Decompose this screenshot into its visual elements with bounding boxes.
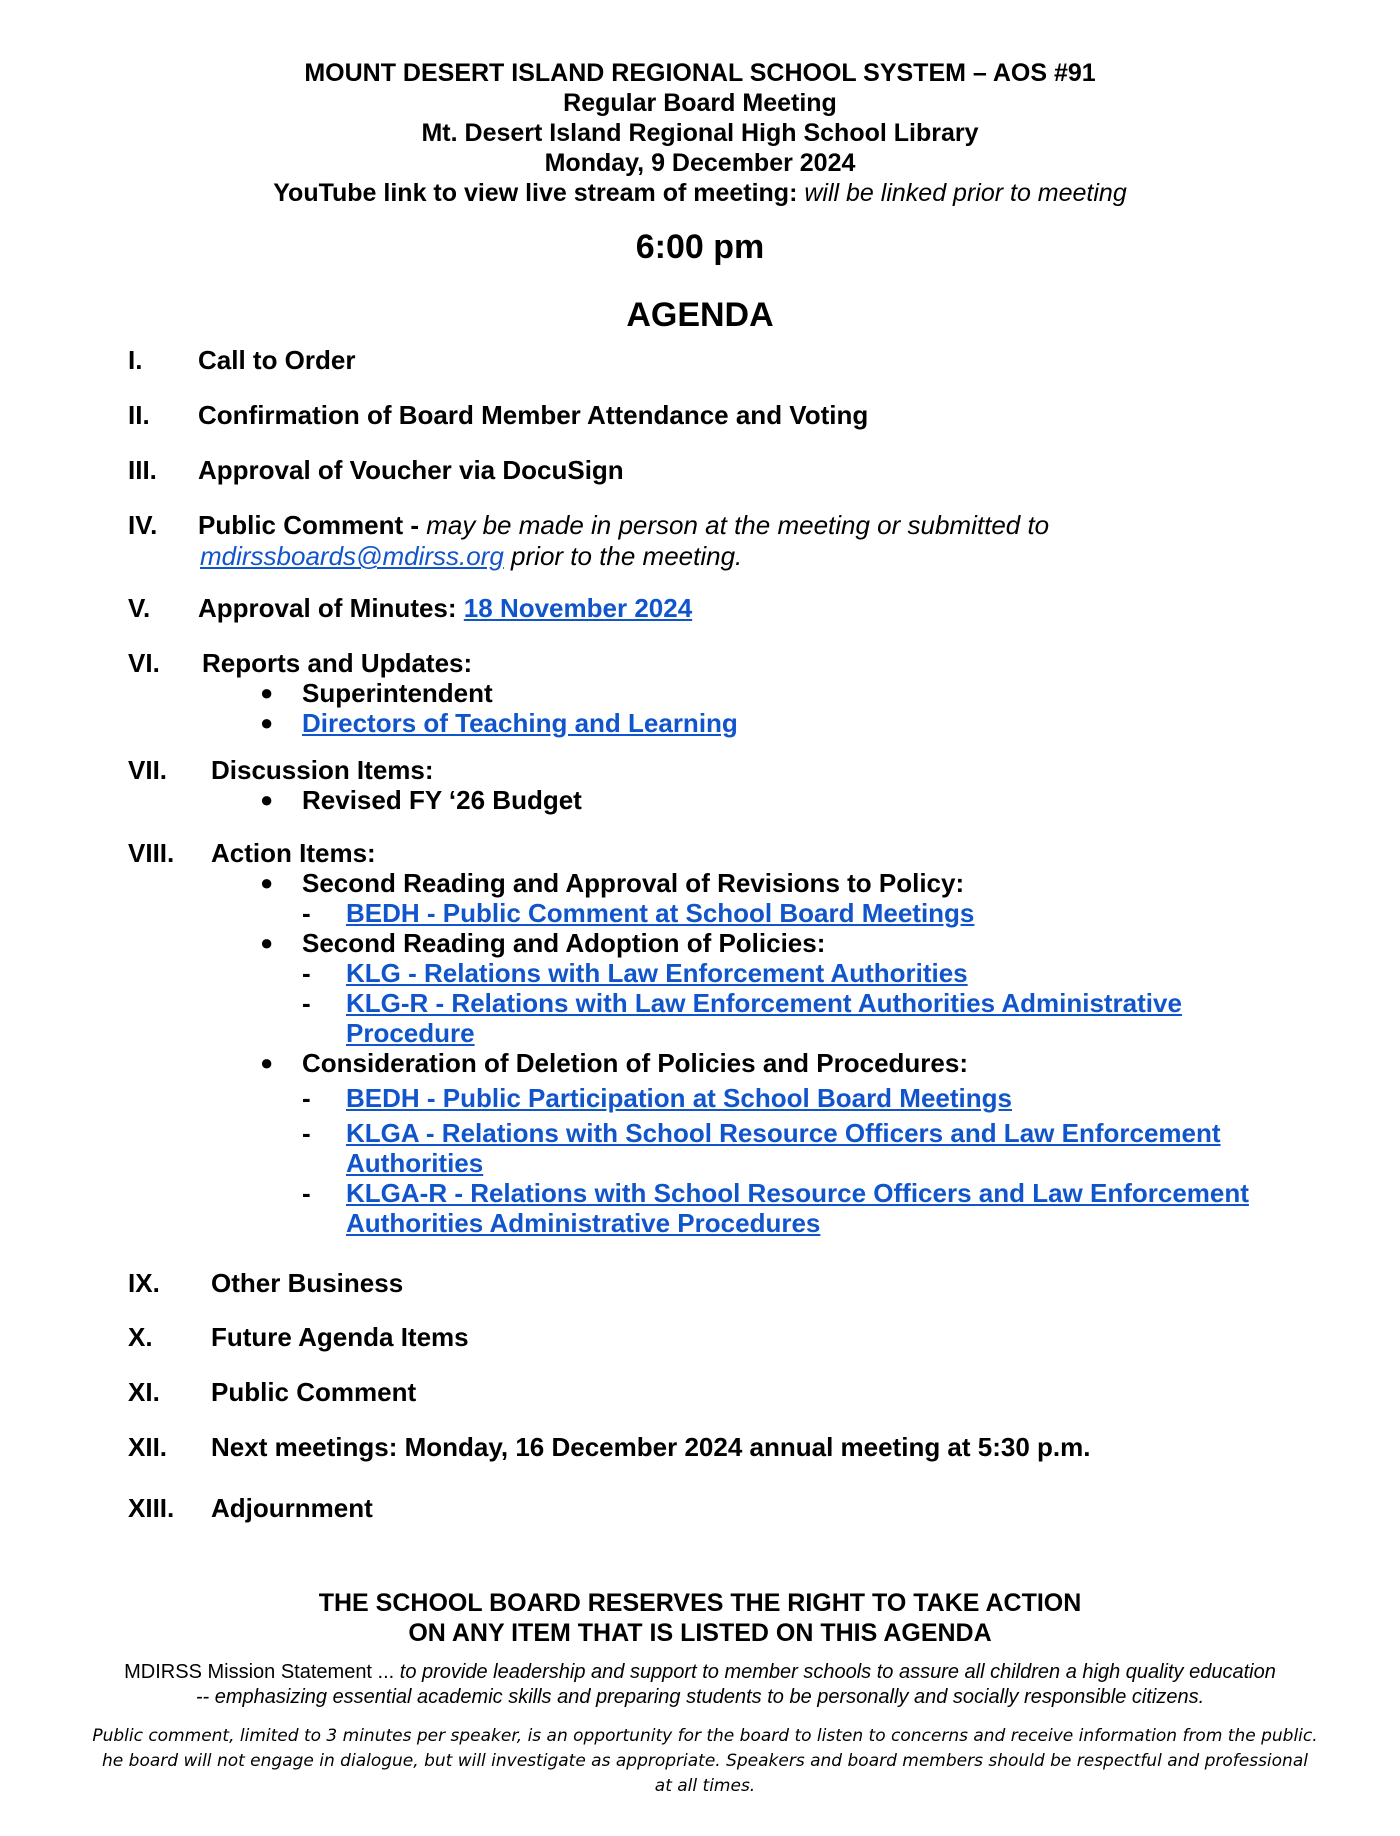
bullet: ● xyxy=(260,930,274,955)
meeting-location: Mt. Desert Island Regional High School Library xyxy=(421,119,979,147)
item-future-agenda: Future Agenda Items xyxy=(211,1322,469,1352)
item-public-comment-2: Public Comment xyxy=(211,1377,417,1407)
public-comment-note: may be made in person at the meeting or submitted to xyxy=(426,510,1050,540)
bullet: ● xyxy=(260,680,274,705)
item-action: Action Items: xyxy=(211,838,376,868)
item-number-12: XII. xyxy=(128,1432,168,1462)
item-number-6: VI. xyxy=(128,648,160,678)
policy-klga-r-link-cont[interactable]: Authorities Administrative Procedures xyxy=(346,1208,821,1238)
meeting-type: Regular Board Meeting xyxy=(563,89,837,117)
dash: - xyxy=(302,988,311,1018)
item-number-4: IV. xyxy=(128,510,158,540)
reserve-line-1: THE SCHOOL BOARD RESERVES THE RIGHT TO TAKE ACTION xyxy=(318,1589,1082,1617)
item-call-to-order: Call to Order xyxy=(198,345,356,375)
item-number-3: III. xyxy=(128,455,157,485)
mission-text-1: to provide leadership and support to member schools to assure all children a high quality education xyxy=(399,1661,1276,1683)
reserve-line-2: ON ANY ITEM THAT IS LISTED ON THIS AGENDA xyxy=(408,1619,992,1647)
action-revisions: Second Reading and Approval of Revisions to Policy: xyxy=(302,868,965,898)
policy-klga-r-link[interactable]: KLGA-R - Relations with School Resource Officers and Law Enforcement xyxy=(346,1178,1249,1208)
item-minutes xyxy=(198,593,692,623)
minutes-label: Approval of Minutes: xyxy=(198,593,457,623)
public-comment-note-end: prior to the meeting. xyxy=(511,541,743,571)
item-next-meetings: Next meetings: Monday, 16 December 2024 annual meeting at 5:30 p.m. xyxy=(211,1432,1091,1462)
item-voucher: Approval of Voucher via DocuSign xyxy=(198,455,624,485)
action-adoption: Second Reading and Adoption of Policies: xyxy=(302,928,826,958)
item-number-8: VIII. xyxy=(128,838,175,868)
action-deletion: Consideration of Deletion of Policies and Procedures: xyxy=(302,1048,968,1078)
policy-klg-link[interactable]: KLG - Relations with Law Enforcement Authorities xyxy=(346,958,968,988)
discussion-budget: Revised FY ‘26 Budget xyxy=(302,785,582,815)
public-comment-label: Public Comment - xyxy=(198,510,420,540)
item-public-comment xyxy=(198,510,1049,540)
meeting-time: 6:00 pm xyxy=(635,228,765,266)
org-title: MOUNT DESERT ISLAND REGIONAL SCHOOL SYSTEM – AOS #91 xyxy=(304,59,1096,87)
item-number-13: XIII. xyxy=(128,1493,175,1523)
board-email-link[interactable]: mdirssboards@mdirss.org xyxy=(200,541,504,571)
youtube-line xyxy=(0,178,1400,208)
item-number-5: V. xyxy=(128,593,151,623)
dash: - xyxy=(302,1178,311,1208)
pc-note-line-2: he board will not engage in dialogue, but will investigate as appropriate. Speakers and board members should be respectful and professional xyxy=(102,1751,1308,1771)
item-adjournment: Adjournment xyxy=(211,1493,373,1523)
item-other-business: Other Business xyxy=(211,1268,404,1298)
item-discussion: Discussion Items: xyxy=(211,755,434,785)
mission-label: MDIRSS Mission Statement ... xyxy=(124,1661,395,1683)
meeting-date: Monday, 9 December 2024 xyxy=(544,149,856,177)
policy-klg-r-link-cont[interactable]: Procedure xyxy=(346,1018,475,1048)
minutes-link[interactable]: 18 November 2024 xyxy=(463,593,693,623)
agenda-heading: AGENDA xyxy=(626,296,774,334)
item-number-9: IX. xyxy=(128,1268,160,1298)
item-number-10: X. xyxy=(128,1322,153,1352)
bullet: ● xyxy=(260,710,274,735)
item-reports: Reports and Updates: xyxy=(202,648,473,678)
bullet: ● xyxy=(260,787,274,812)
dash: - xyxy=(302,958,311,988)
policy-klg-r-link[interactable]: KLG-R - Relations with Law Enforcement Authorities Administrative xyxy=(346,988,1182,1018)
bullet: ● xyxy=(260,1050,274,1075)
policy-bedh-participation-link[interactable]: BEDH - Public Participation at School Board Meetings xyxy=(346,1083,1012,1113)
policy-klga-link[interactable]: KLGA - Relations with School Resource Officers and Law Enforcement xyxy=(346,1118,1221,1148)
item-number-7: VII. xyxy=(128,755,168,785)
item-attendance: Confirmation of Board Member Attendance and Voting xyxy=(198,400,869,430)
pc-note-line-1: Public comment, limited to 3 minutes per speaker, is an opportunity for the board to listen to concerns and receive information from the public. xyxy=(92,1726,1318,1746)
policy-bedh-comment-link[interactable]: BEDH - Public Comment at School Board Meetings xyxy=(346,898,975,928)
mission-text-2: -- emphasizing essential academic skills and preparing students to be personally and socially responsible citizens. xyxy=(195,1686,1205,1708)
mission-line-1 xyxy=(0,1660,1400,1685)
dash: - xyxy=(302,1118,311,1148)
youtube-label: YouTube link to view live stream of meeting: xyxy=(273,179,798,207)
pc-note-line-3: at all times. xyxy=(654,1776,756,1796)
reserve-notice xyxy=(0,1588,1400,1648)
item-number-2: II. xyxy=(128,400,150,430)
report-superintendent: Superintendent xyxy=(302,678,493,708)
youtube-note: will be linked prior to meeting xyxy=(804,179,1127,207)
item-number-1: I. xyxy=(128,345,143,375)
public-comment-email-line xyxy=(200,541,742,571)
item-number-11: XI. xyxy=(128,1377,160,1407)
dash: - xyxy=(302,898,311,928)
public-comment-policy-note xyxy=(60,1724,1350,1799)
mission-statement xyxy=(0,1660,1400,1710)
report-directors-link[interactable]: Directors of Teaching and Learning xyxy=(302,708,738,738)
policy-klga-link-cont[interactable]: Authorities xyxy=(346,1148,484,1178)
bullet: ● xyxy=(260,870,274,895)
dash: - xyxy=(302,1083,311,1113)
